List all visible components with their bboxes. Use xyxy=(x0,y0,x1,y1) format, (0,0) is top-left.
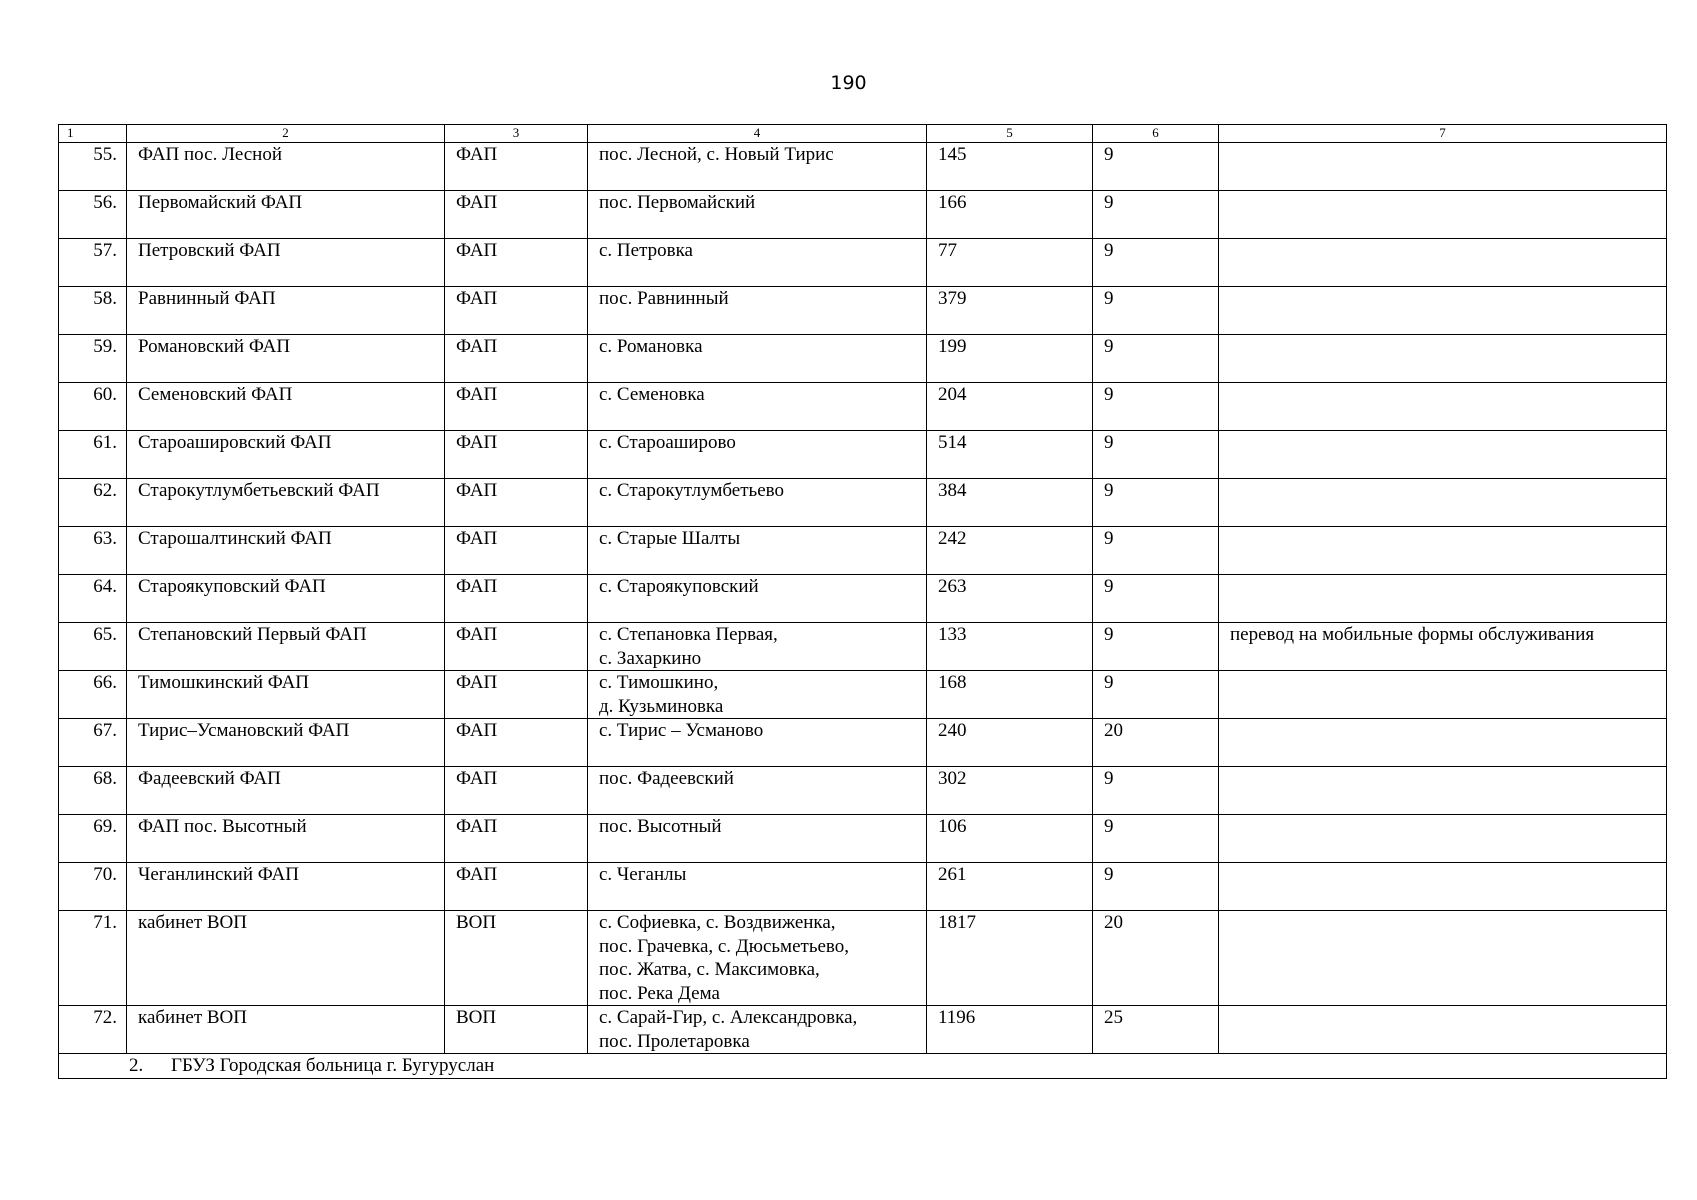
facility-type: ФАП xyxy=(445,719,588,767)
population: 1196 xyxy=(927,1006,1093,1054)
column-6-value: 9 xyxy=(1093,287,1219,335)
table-row xyxy=(59,863,1667,911)
column-6-value: 25 xyxy=(1093,1006,1219,1054)
population: 106 xyxy=(927,815,1093,863)
note xyxy=(1219,479,1667,527)
facility-name: Староашировский ФАП xyxy=(127,431,445,479)
facility-name: Семеновский ФАП xyxy=(127,383,445,431)
note xyxy=(1219,671,1667,719)
facility-name: Первомайский ФАП xyxy=(127,191,445,239)
table-row xyxy=(59,479,1667,527)
column-6-value: 9 xyxy=(1093,239,1219,287)
facility-type: ФАП xyxy=(445,527,588,575)
facility-name: Степановский Первый ФАП xyxy=(127,623,445,671)
facility-name: Тирис–Усмановский ФАП xyxy=(127,719,445,767)
table-row xyxy=(59,383,1667,431)
note xyxy=(1219,767,1667,815)
facilities-table xyxy=(58,124,1667,1079)
facility-name: Староякуповский ФАП xyxy=(127,575,445,623)
row-number: 60. xyxy=(59,383,127,431)
population: 302 xyxy=(927,767,1093,815)
facility-name: кабинет ВОП xyxy=(127,1006,445,1054)
table-row xyxy=(59,623,1667,671)
row-number: 58. xyxy=(59,287,127,335)
section-title: ГБУЗ Городская больница г. Бугуруслан xyxy=(171,1055,495,1076)
served-localities: с. Старые Шалты xyxy=(588,527,927,575)
column-6-value: 9 xyxy=(1093,527,1219,575)
population: 379 xyxy=(927,287,1093,335)
column-header-1: 1 xyxy=(59,125,127,143)
note xyxy=(1219,143,1667,191)
table-row xyxy=(59,527,1667,575)
note xyxy=(1219,431,1667,479)
row-number: 71. xyxy=(59,911,127,1006)
row-number: 61. xyxy=(59,431,127,479)
note xyxy=(1219,527,1667,575)
facility-type: ВОП xyxy=(445,1006,588,1054)
column-6-value: 9 xyxy=(1093,671,1219,719)
column-6-value: 9 xyxy=(1093,383,1219,431)
served-localities: пос. Высотный xyxy=(588,815,927,863)
population: 168 xyxy=(927,671,1093,719)
facility-type: ФАП xyxy=(445,287,588,335)
row-number: 64. xyxy=(59,575,127,623)
row-number: 65. xyxy=(59,623,127,671)
served-localities: с. Тирис – Усманово xyxy=(588,719,927,767)
served-localities: пос. Фадеевский xyxy=(588,767,927,815)
column-header-7: 7 xyxy=(1219,125,1667,143)
facility-type: ФАП xyxy=(445,575,588,623)
facility-name: Тимошкинский ФАП xyxy=(127,671,445,719)
population: 133 xyxy=(927,623,1093,671)
facility-type: ФАП xyxy=(445,431,588,479)
column-6-value: 9 xyxy=(1093,815,1219,863)
population: 263 xyxy=(927,575,1093,623)
facility-type: ФАП xyxy=(445,815,588,863)
served-localities: с. Чеганлы xyxy=(588,863,927,911)
note xyxy=(1219,239,1667,287)
table-row xyxy=(59,575,1667,623)
facility-name: Романовский ФАП xyxy=(127,335,445,383)
facility-type: ФАП xyxy=(445,143,588,191)
column-6-value: 9 xyxy=(1093,335,1219,383)
facility-type: ФАП xyxy=(445,671,588,719)
population: 77 xyxy=(927,239,1093,287)
facility-name: Чеганлинский ФАП xyxy=(127,863,445,911)
column-header-6: 6 xyxy=(1093,125,1219,143)
population: 514 xyxy=(927,431,1093,479)
section-cell xyxy=(59,1054,1667,1079)
note xyxy=(1219,287,1667,335)
column-header-5: 5 xyxy=(927,125,1093,143)
row-number: 57. xyxy=(59,239,127,287)
population: 204 xyxy=(927,383,1093,431)
served-localities: с. Сарай-Гир, с. Александровка, пос. Пролетаровка xyxy=(588,1006,927,1054)
row-number: 55. xyxy=(59,143,127,191)
served-localities: с. Романовка xyxy=(588,335,927,383)
row-number: 66. xyxy=(59,671,127,719)
facility-type: ФАП xyxy=(445,479,588,527)
row-number: 59. xyxy=(59,335,127,383)
table-row xyxy=(59,191,1667,239)
served-localities: пос. Лесной, с. Новый Тирис xyxy=(588,143,927,191)
note: перевод на мобильные формы обслуживания xyxy=(1219,623,1667,671)
column-6-value: 9 xyxy=(1093,575,1219,623)
table-row xyxy=(59,239,1667,287)
facility-type: ВОП xyxy=(445,911,588,1006)
facility-type: ФАП xyxy=(445,239,588,287)
served-localities: с. Старокутлумбетьево xyxy=(588,479,927,527)
table-row xyxy=(59,815,1667,863)
facility-name: Старошалтинский ФАП xyxy=(127,527,445,575)
column-6-value: 9 xyxy=(1093,191,1219,239)
served-localities: с. Староаширово xyxy=(588,431,927,479)
served-localities: пос. Первомайский xyxy=(588,191,927,239)
served-localities: с. Староякуповский xyxy=(588,575,927,623)
facility-type: ФАП xyxy=(445,623,588,671)
facility-type: ФАП xyxy=(445,383,588,431)
section-number: 2. xyxy=(129,1055,144,1076)
population: 242 xyxy=(927,527,1093,575)
population: 145 xyxy=(927,143,1093,191)
note xyxy=(1219,911,1667,1006)
row-number: 67. xyxy=(59,719,127,767)
facility-type: ФАП xyxy=(445,335,588,383)
table-row xyxy=(59,431,1667,479)
facility-type: ФАП xyxy=(445,767,588,815)
table-row xyxy=(59,1006,1667,1054)
column-6-value: 20 xyxy=(1093,911,1219,1006)
table-row xyxy=(59,719,1667,767)
column-header-3: 3 xyxy=(445,125,588,143)
row-number: 56. xyxy=(59,191,127,239)
note xyxy=(1219,863,1667,911)
facility-name: Старокутлумбетьевский ФАП xyxy=(127,479,445,527)
served-localities: с. Петровка xyxy=(588,239,927,287)
population: 199 xyxy=(927,335,1093,383)
facility-name: Фадеевский ФАП xyxy=(127,767,445,815)
population: 1817 xyxy=(927,911,1093,1006)
table-row xyxy=(59,767,1667,815)
population: 261 xyxy=(927,863,1093,911)
served-localities: пос. Равнинный xyxy=(588,287,927,335)
column-header-4: 4 xyxy=(588,125,927,143)
population: 166 xyxy=(927,191,1093,239)
table-row xyxy=(59,671,1667,719)
facility-type: ФАП xyxy=(445,191,588,239)
row-number: 62. xyxy=(59,479,127,527)
column-6-value: 9 xyxy=(1093,143,1219,191)
note xyxy=(1219,335,1667,383)
note xyxy=(1219,815,1667,863)
facility-name: ФАП пос. Высотный xyxy=(127,815,445,863)
row-number: 68. xyxy=(59,767,127,815)
table-row xyxy=(59,911,1667,1006)
facility-type: ФАП xyxy=(445,863,588,911)
column-6-value: 9 xyxy=(1093,863,1219,911)
note xyxy=(1219,719,1667,767)
population: 240 xyxy=(927,719,1093,767)
section-row xyxy=(59,1054,1667,1079)
page-number: 190 xyxy=(830,72,867,94)
note xyxy=(1219,575,1667,623)
served-localities: с. Степановка Первая, с. Захаркино xyxy=(588,623,927,671)
row-number: 63. xyxy=(59,527,127,575)
table-row xyxy=(59,287,1667,335)
column-6-value: 20 xyxy=(1093,719,1219,767)
table-row xyxy=(59,335,1667,383)
row-number: 72. xyxy=(59,1006,127,1054)
row-number: 69. xyxy=(59,815,127,863)
column-6-value: 9 xyxy=(1093,623,1219,671)
column-6-value: 9 xyxy=(1093,431,1219,479)
column-header-2: 2 xyxy=(127,125,445,143)
facility-name: Петровский ФАП xyxy=(127,239,445,287)
facility-name: Равнинный ФАП xyxy=(127,287,445,335)
served-localities: с. Софиевка, с. Воздвиженка, пос. Грачевка, с. Дюсьметьево, пос. Жатва, с. Максимовка, пос. Река Дема xyxy=(588,911,927,1006)
population: 384 xyxy=(927,479,1093,527)
column-6-value: 9 xyxy=(1093,479,1219,527)
column-6-value: 9 xyxy=(1093,767,1219,815)
note xyxy=(1219,383,1667,431)
facility-name: кабинет ВОП xyxy=(127,911,445,1006)
note xyxy=(1219,1006,1667,1054)
note xyxy=(1219,191,1667,239)
served-localities: с. Тимошкино, д. Кузьминовка xyxy=(588,671,927,719)
row-number: 70. xyxy=(59,863,127,911)
table-row xyxy=(59,143,1667,191)
facility-name: ФАП пос. Лесной xyxy=(127,143,445,191)
served-localities: с. Семеновка xyxy=(588,383,927,431)
column-number-row xyxy=(59,125,1667,143)
